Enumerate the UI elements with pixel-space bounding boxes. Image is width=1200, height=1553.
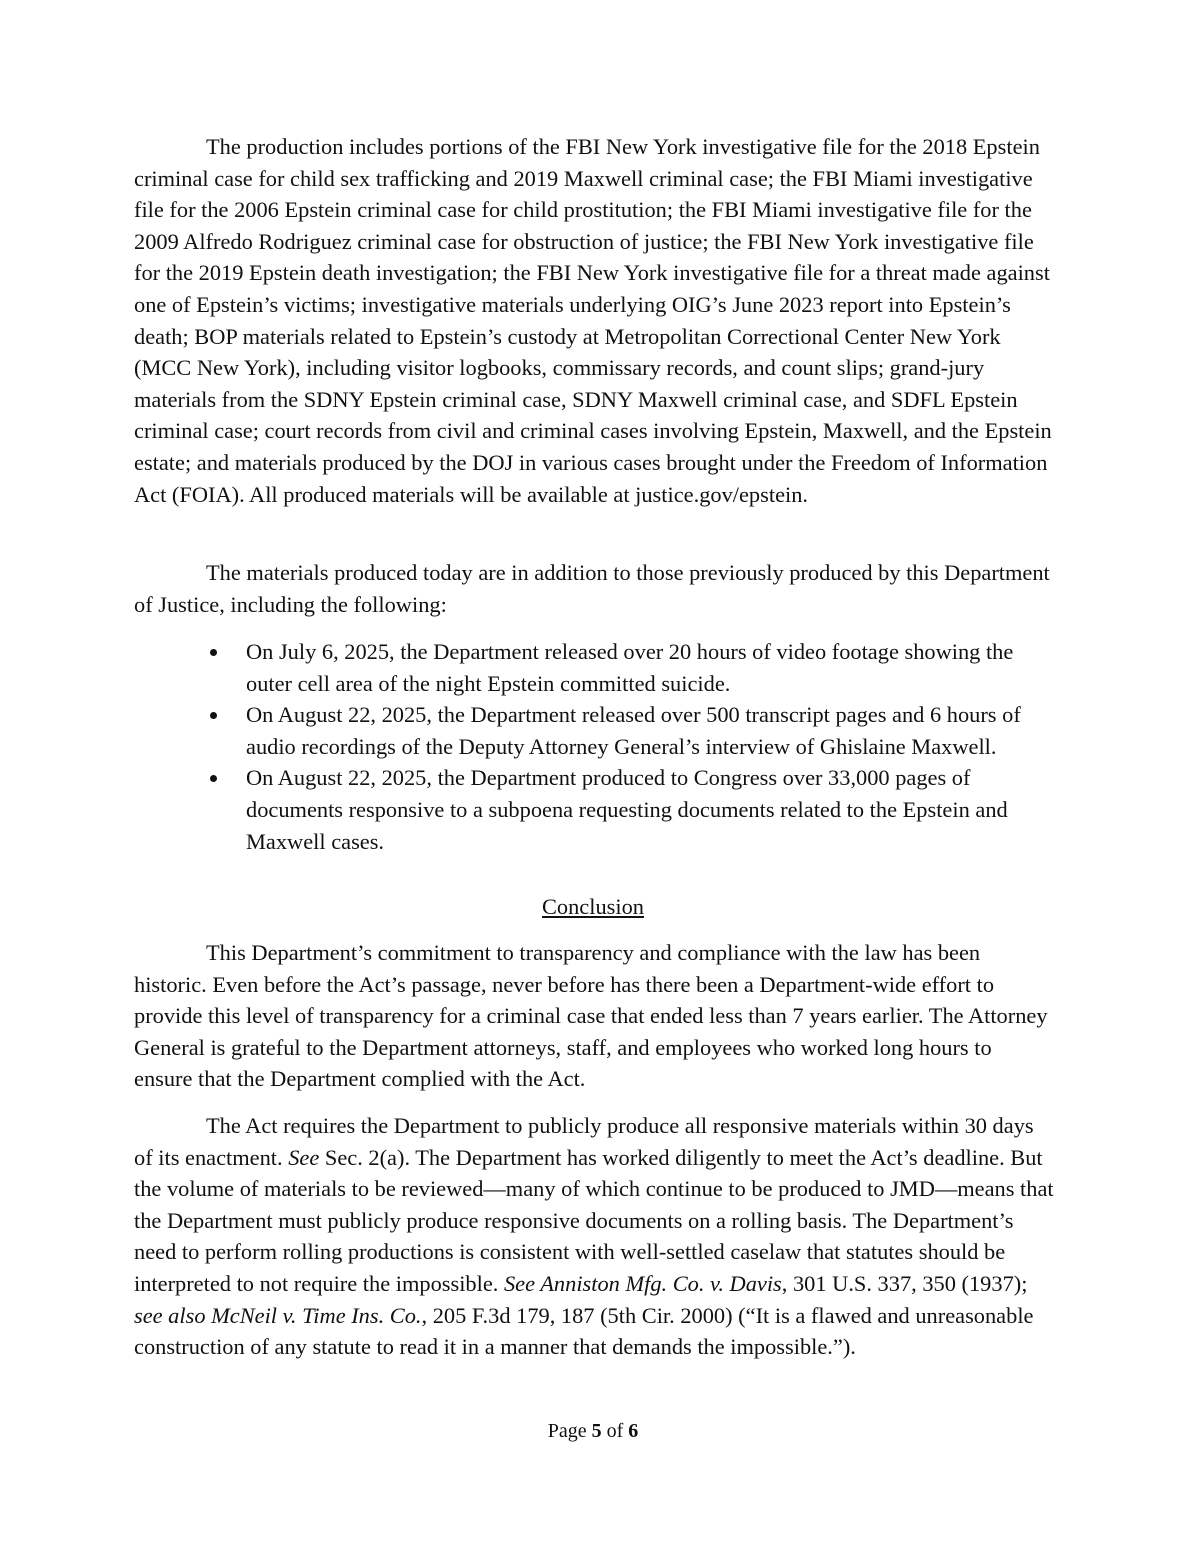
citation-signal: See [288,1144,320,1170]
text-run: The Act requires the Department to publicly produce all responsive materials within 30 days of its enactment. [134,1113,1034,1170]
bullet-icon [210,712,217,719]
section-heading-conclusion: Conclusion [541,894,644,919]
previous-productions-list [134,636,1054,857]
bullet-icon [210,649,217,656]
case-citation: see also McNeil v. Time Ins. Co. [134,1302,422,1328]
list-item [134,636,1054,699]
text-run: , 205 F.3d 179, 187 (5th Cir. 2000) (“It is a flawed and unreasonable construction of any statute to read it in a manner that demands the impossible.”). [134,1302,1034,1360]
paragraph-rolling-productions [134,1110,1054,1363]
page-of: of [606,1420,624,1442]
list-item-text: On August 22, 2025, the Department produced to Congress over 33,000 pages of documents responsive to a subpoena requesting documents related to the Epstein and Maxwell cases. [246,765,1008,854]
list-item [134,762,1054,857]
page-total: 6 [628,1420,639,1442]
page-current: 5 [591,1420,602,1442]
bullet-icon [210,775,217,782]
paragraph-previous-productions: The materials produced today are in addition to those previously produced by this Department of Justice, including the following: [134,560,1050,617]
list-item [134,699,1054,762]
page-number-footer [0,1416,1186,1448]
paragraph-conclusion: This Department’s commitment to transparency and compliance with the law has been historic. Even before the Act’s passage, never before has there been a Department-wide effort to provide this level of transparency for a criminal case that ended less than 7 years earlier. The Attorney General is grateful to the Department attorneys, staff, and employees who worked long hours to ensure that the Department complied with the Act. [134,940,1048,1092]
text-run: , 301 U.S. 337, 350 (1937); [781,1270,1028,1296]
page-label: Page [547,1420,587,1442]
text-run: Sec. 2(a). The Department has worked diligently to meet the Act’s deadline. But the volume of materials to be reviewed—many of which continue to be produced to JMD—means that the Department must publicly produce responsive documents on a rolling basis. The Department’s need to perform rolling productions is consistent with well-settled caselaw that statutes should be interpreted to not require the impossible. [134,1144,1054,1296]
paragraph-production-contents: The production includes portions of the FBI New York investigative file for the 2018 Epstein criminal case for child sex trafficking and 2019 Maxwell criminal case; the FBI Miami investigative file for the 2006 Epstein criminal case for child prostitution; the FBI Miami investigative file for the 2009 Alfredo Rodriguez criminal case for obstruction of justice; the FBI New York investigative file for the 2019 Epstein death investigation; the FBI New York investigative file for a threat made against one of Epstein’s victims; investigative materials underlying OIG’s June 2023 report into Epstein’s death; BOP materials related to Epstein’s custody at Metropolitan Correctional Center New York (MCC New York), including visitor logbooks, commissary records, and count slips; grand-jury materials from the SDNY Epstein criminal case, SDNY Maxwell criminal case, and SDFL Epstein criminal case; court records from civil and criminal cases involving Epstein, Maxwell, and the Epstein estate; and materials produced by the DOJ in various cases brought under the Freedom of Information Act (FOIA). All produced materials will be available at justice.gov/epstein. [134,134,1052,507]
list-item-text: On July 6, 2025, the Department released over 20 hours of video footage showing the outer cell area of the night Epstein committed suicide. [246,639,1014,696]
list-item-text: On August 22, 2025, the Department released over 500 transcript pages and 6 hours of audio recordings of the Deputy Attorney General’s interview of Ghislaine Maxwell. [246,702,1021,759]
case-citation: See Anniston Mfg. Co. v. Davis [503,1270,782,1296]
